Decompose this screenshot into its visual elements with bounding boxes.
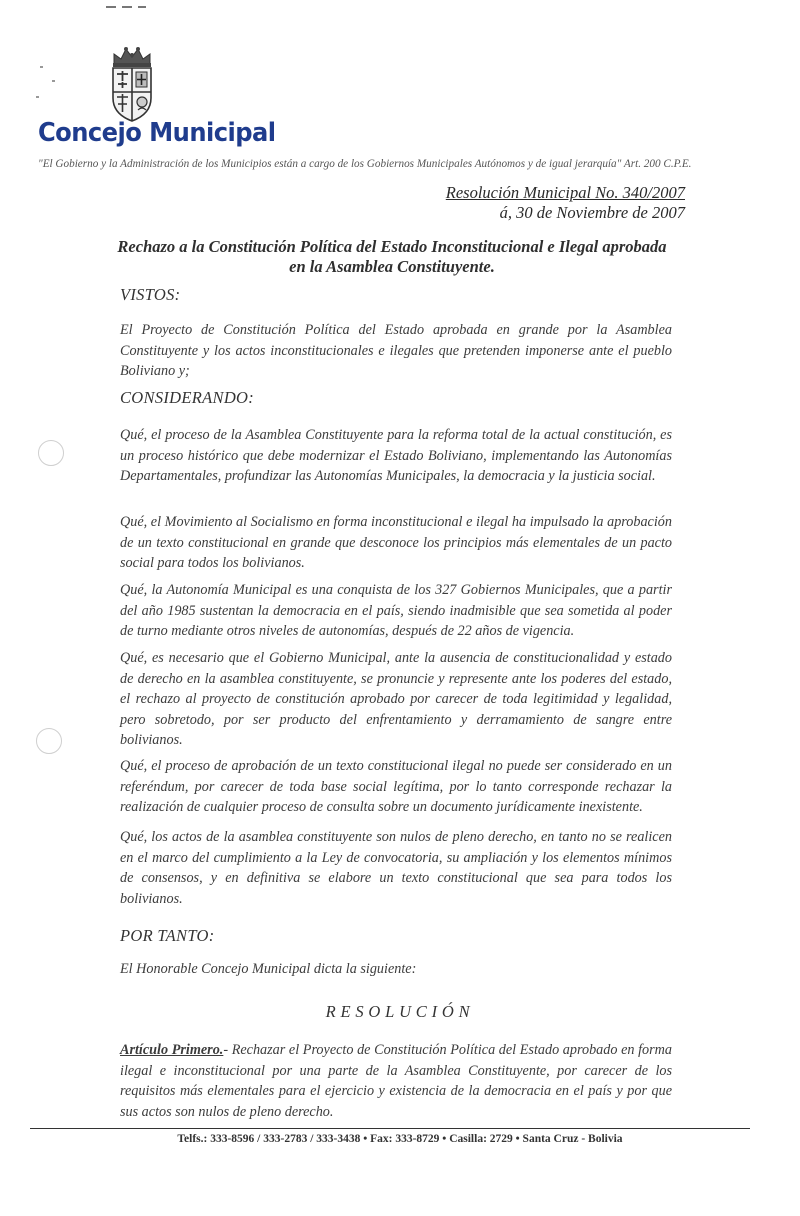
punch-hole bbox=[36, 728, 62, 754]
considerando-paragraph: Qué, el proceso de aprobación de un texto constitucional ilegal no puede ser considerado en un referéndum, por carecer de toda base social legítima, por lo tanto corresponde rechazar la realización de cualquier proceso de consulta sobre un documento jurídicamente inexistente. bbox=[120, 758, 672, 815]
considerando-paragraph: Qué, la Autonomía Municipal es una conquista de los 327 Gobiernos Municipales, que a partir del año 1985 sustentan la democracia en el país, siendo inadmisible que sea sometida al poder de turno mediante otros niveles de autonomías, después de 22 años de vigencia. bbox=[120, 582, 672, 639]
scan-mark bbox=[106, 6, 146, 8]
scan-speck bbox=[36, 96, 39, 98]
coat-of-arms-icon bbox=[104, 44, 160, 124]
considerando-paragraph: Qué, los actos de la asamblea constituyente son nulos de pleno derecho, en tanto no se realicen en el marco del cumplimiento a la Ley de convocatoria, su ampliación y los elementos mínimos de consensos, y en definitiva se elabore un texto constitucional que sea para todos los bolivianos. bbox=[120, 829, 672, 907]
resolution-number: Resolución Municipal No. 340/2007 bbox=[445, 183, 685, 202]
article-label: Artículo Primero. bbox=[120, 1042, 224, 1058]
considerando-paragraph: Qué, el proceso de la Asamblea Constituyente para la reforma total de la actual constitución, es un proceso histórico que debe modernizar el Estado Boliviano, implementando las Autonomías Departamentales, profundizar las Autonomías Municipales, la democracia y la justicia social. bbox=[120, 427, 672, 484]
article-text: - Rechazar el Proyecto de Constitución Política del Estado aprobado en forma ilegal e inconstitucional por una parte de la Asamblea Constituyente, por carecer de los requisitos más elementales para el ejercicio y existencia de la democracia en el país y por que sus actos son nulos de pleno derecho. bbox=[120, 1042, 672, 1120]
punch-hole bbox=[38, 440, 64, 466]
considerando-paragraph: Qué, es necesario que el Gobierno Municipal, ante la ausencia de constitucionalidad y estado de derecho en la asamblea constituyente, se pronuncie y represente ante los poderes del estado, el rechazo al proyecto de constitución aprobado por carecer de toda legitimidad y legalidad, pero sobretodo, por ser producto del enfrentamiento y derramamiento de sangre entre bolivianos. bbox=[120, 650, 672, 748]
constitution-motto: "El Gobierno y la Administración de los Municipios están a cargo de los Gobiernos Municipales Autónomos y de igual jerarquía" Art. 200 C.P.E. bbox=[38, 158, 692, 170]
por-tanto-heading: POR TANTO: bbox=[120, 926, 215, 945]
resolution-date: á, 30 de Noviembre de 2007 bbox=[499, 203, 685, 222]
considerando-heading: CONSIDERANDO: bbox=[120, 388, 255, 407]
scan-speck bbox=[52, 80, 55, 82]
vistos-heading: VISTOS: bbox=[120, 285, 181, 304]
considerando-paragraph: Qué, el Movimiento al Socialismo en forma inconstitucional e ilegal ha impulsado la aprobación de un texto constitucional en grande que desconoce los principios más elementales de un pacto social para todos los bolivianos. bbox=[120, 514, 672, 571]
footer-contact: Telfs.: 333-8596 / 333-2783 / 333-3438 • Fax: 333-8729 • Casilla: 2729 • Santa Cruz - Bolivia bbox=[177, 1133, 623, 1145]
por-tanto-paragraph: El Honorable Concejo Municipal dicta la siguiente: bbox=[120, 961, 417, 977]
footer-divider bbox=[30, 1128, 750, 1129]
resolution-title: Rechazo a la Constitución Política del Estado Inconstitucional e Ilegal aprobada en la Asamblea Constituyente. bbox=[117, 237, 667, 276]
vistos-paragraph: El Proyecto de Constitución Política del Estado aprobada en grande por la Asamblea Constituyente y los actos inconstitucionales e ilegales que pretenden imponerse ante el pueblo Boliviano y; bbox=[120, 322, 672, 379]
resolucion-heading: RESOLUCIÓN bbox=[325, 1002, 475, 1021]
council-name: Concejo Municipal bbox=[38, 118, 276, 148]
scan-speck bbox=[40, 66, 43, 68]
article-paragraph bbox=[120, 1040, 672, 1122]
